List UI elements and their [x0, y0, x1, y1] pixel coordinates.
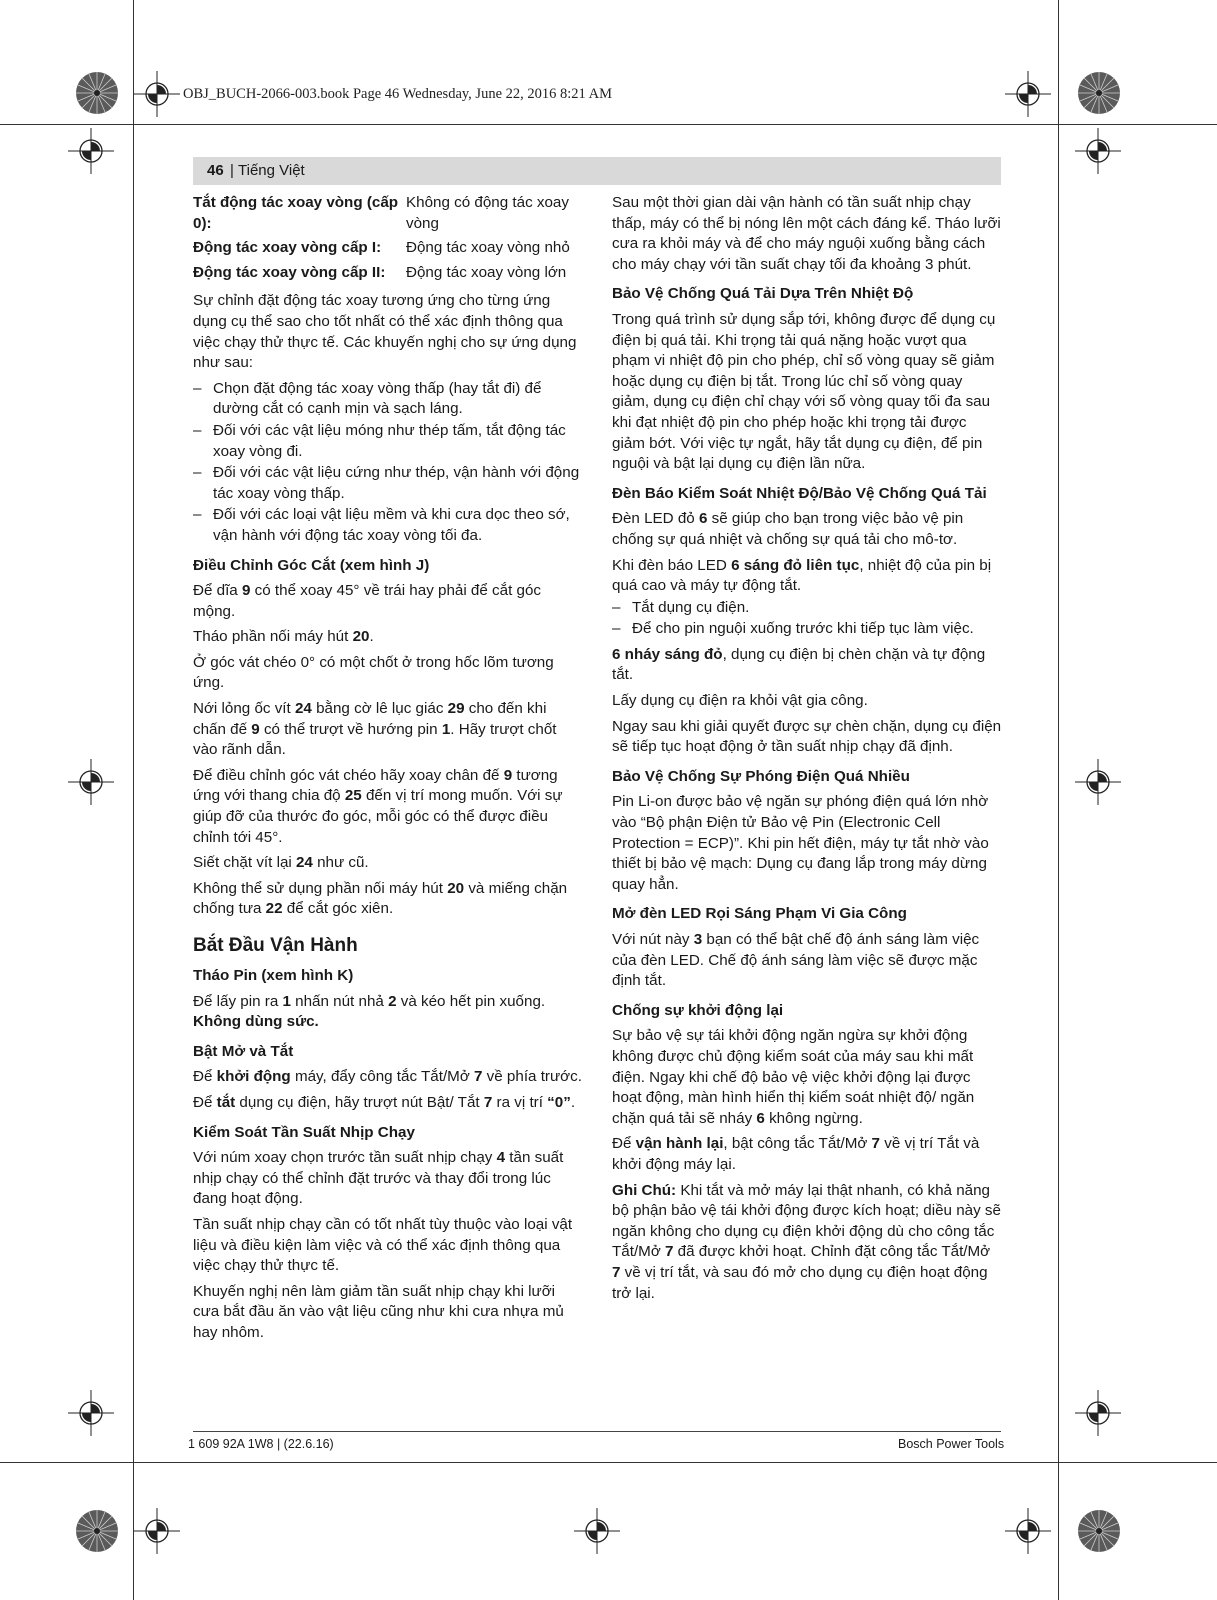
trim-line-right [1058, 0, 1059, 1600]
footer-rule [193, 1431, 1001, 1432]
registration-mark-icon [1005, 71, 1051, 117]
table-key: Động tác xoay vòng cấp II: [193, 263, 386, 281]
page-header-band [193, 157, 1001, 185]
registration-mark-icon [1075, 759, 1121, 805]
paragraph: Để khởi động máy, đẩy công tắc Tắt/Mở 7 về phía trước. [193, 1068, 582, 1086]
paragraph: Tháo phần nối máy hút 20. [193, 628, 374, 646]
print-header: OBJ_BUCH-2066-003.book Page 46 Wednesday, June 22, 2016 8:21 AM [183, 86, 612, 102]
heading-remove-battery: Tháo Pin (xem hình K) [193, 967, 354, 984]
paragraph: Để điều chỉnh góc vát chéo hãy xoay chân đế 9 tương ứng với thang chia độ 25 đến vị trí mong muốn. Với sự giúp đỡ của thước đo góc, mỗi góc có thể được điều chỉnh tới 45°. [193, 766, 563, 846]
heading-temperature-protection: Bảo Vệ Chống Quá Tải Dựa Trên Nhiệt Độ [612, 285, 914, 303]
rosette-target-icon [74, 1508, 120, 1554]
trim-line-bottom [0, 1462, 1217, 1463]
table-value: Không có động tác xoay vòng [406, 194, 569, 232]
rosette-target-icon [1076, 70, 1122, 116]
paragraph: Ở góc vát chéo 0° có một chốt ở trong hốc lõm tương ứng. [193, 653, 554, 692]
paragraph: Ngay sau khi giải quyết được sự chèn chặn, dụng cụ điện sẽ tiếp tục hoạt động ở tần suất nhịp chạy đã định. [612, 717, 1002, 756]
list-item: – Tắt dụng cụ điện. [612, 598, 750, 616]
oscillation-table [193, 193, 583, 287]
paragraph: Trong quá trình sử dụng sắp tới, không được để dụng cụ điện bị quá tải. Khi trọng tải quá nặng hoặc vượt qua phạm vi nhiệt độ pin cho phép, chỉ số vòng quay sẽ giảm hoặc dụng cụ điện bị tắt. Trong lúc chỉ số vòng quay giảm, dụng cụ điện chỉ chạy với số vòng quay tối đa sau khi đạt nhiệt độ pin cho phép hoặc khi trọng tải được giảm bớt. Với việc tự ngắt, hãy tắt dụng cụ điện, để pin nguội và bật lại dụng cụ điện lần nữa. [612, 310, 996, 473]
registration-mark-icon [134, 71, 180, 117]
paragraph: Để vận hành lại, bật công tắc Tắt/Mở 7 về vị trí Tắt và khởi động máy lại. [612, 1135, 980, 1173]
header-separator: | [230, 162, 234, 179]
paragraph: Đèn LED đỏ 6 sẽ giúp cho bạn trong việc bảo vệ pin chống sự quá nhiệt và chống sự quá tải cho mô-tơ. [612, 510, 964, 548]
paragraph: Nới lỏng ốc vít 24 bằng cờ lê lục giác 29 cho đến khi chấn đế 9 có thể trượt về hướng pin 1. Hãy trượt chốt vào rãnh dẫn. [193, 700, 557, 759]
registration-mark-icon [574, 1508, 620, 1554]
heading-led-indicator: Đèn Báo Kiểm Soát Nhiệt Độ/Bảo Vệ Chống Quá Tải [612, 484, 987, 502]
heading-on-off: Bật Mở và Tắt [193, 1042, 294, 1060]
paragraph: Khuyến nghị nên làm giảm tần suất nhịp chạy khi lưỡi cưa bắt đầu ăn vào vật liệu cũng như khi cưa nhựa mủ hay nhôm. [193, 1282, 564, 1341]
heading-work-light: Mở đèn LED Rọi Sáng Phạm Vi Gia Công [612, 905, 907, 923]
registration-mark-icon [68, 759, 114, 805]
paragraph: Sau một thời gian dài vận hành có tần suất nhịp chạy thấp, máy có thể bị nóng lên một cách đáng kể. Tháo lưỡi cưa ra khỏi máy và để cho máy nguội xuống bằng cách cho máy chạy với tần suất chạy tối đa khoảng 3 phút. [612, 194, 1001, 273]
list-item: – Đối với các vật liệu cứng như thép, vận hành với động tác xoay vòng thấp. [193, 464, 580, 502]
trim-line-left [133, 0, 134, 1600]
heading-discharge-protection: Bảo Vệ Chống Sự Phóng Điện Quá Nhiều [612, 767, 910, 785]
paragraph: Không thể sử dụng phần nối máy hút 20 và miếng chặn chống tưa 22 để cắt góc xiên. [193, 879, 568, 918]
list-item: – Để cho pin nguội xuống trước khi tiếp tục làm việc. [612, 620, 974, 638]
paragraph: Sự bảo vệ sự tái khởi động ngăn ngừa sự khởi động không được chủ động kiểm soát của máy sau khi mất điện. Ngay khi chế độ bảo vệ việc khởi động lại được hoạt động, màn hình hiển thị kiểm soát nhiệt độ/ ngăn chặn quá tải sẽ nháy 6 không ngừng. [612, 1027, 975, 1127]
list-item: – Chọn đặt động tác xoay vòng thấp (hay tắt đi) để dường cắt có cạnh mịn và sạch láng. [193, 379, 542, 418]
note-paragraph: Ghi Chú: Khi tắt và mở máy lại thật nhanh, có khả năng bộ phận bảo vệ tái khởi động được kích hoạt; diều này sẽ ngăn không cho dụng cụ điện khởi động dù cho công tắc Tắt/Mở 7 đã được khởi hoạt. Chỉnh đặt công tắc Tắt/Mở 7 về vị trí tắt, và sau đó mở cho dụng cụ điện hoạt động trở lại. [612, 1181, 1001, 1302]
paragraph: Để lấy pin ra 1 nhấn nút nhả 2 và kéo hết pin xuống. Không dùng sức. [193, 992, 546, 1031]
list-item: – Đối với các loại vật liệu mềm và khi cưa dọc theo sớ, vận hành với động tác xoay vòng tối đa. [193, 506, 570, 544]
table-value: Động tác xoay vòng nhỏ [406, 239, 570, 257]
registration-mark-icon [68, 128, 114, 174]
registration-mark-icon [1075, 1390, 1121, 1436]
paragraph: Với núm xoay chọn trước tần suất nhịp chạy 4 tần suất nhịp chạy có thể chỉnh đặt trước và thay đổi trong lúc đang hoạt động. [193, 1149, 564, 1208]
rosette-target-icon [74, 70, 120, 116]
paragraph: Để dĩa 9 có thể xoay 45° về trái hay phải để cắt góc mộng. [193, 582, 542, 620]
paragraph: 6 nháy sáng đỏ, dụng cụ điện bị chèn chặn và tự động tắt. [612, 645, 986, 684]
paragraph: Để tắt dụng cụ điện, hãy trượt nút Bật/ Tắt 7 ra vị trí “0”. [193, 1093, 576, 1111]
table-key: Tắt động tác xoay vòng (cấp 0): [193, 194, 399, 232]
heading-start-operation: Bắt Đầu Vận Hành [193, 935, 358, 956]
rosette-target-icon [1076, 1508, 1122, 1554]
paragraph: Khi đèn báo LED 6 sáng đỏ liên tục, nhiệt độ của pin bị quá cao và máy tự động tắt. [612, 556, 992, 595]
table-key: Động tác xoay vòng cấp I: [193, 239, 382, 257]
registration-mark-icon [1075, 128, 1121, 174]
paragraph: Tần suất nhịp chạy cần có tốt nhất tùy thuộc vào loại vật liệu và điều kiện làm việc và có thể xác định thông qua việc chạy thử thực tế. [193, 1215, 573, 1275]
footer-brand: Bosch Power Tools [898, 1437, 1005, 1451]
heading-cut-angle: Điều Chỉnh Góc Cắt (xem hình J) [193, 556, 430, 574]
page-number: 46 [207, 162, 224, 179]
list-item: – Đối với các vật liệu móng như thép tấm, tắt động tác xoay vòng đi. [193, 421, 566, 460]
registration-mark-icon [134, 1508, 180, 1554]
trim-line-top [0, 124, 1217, 125]
right-column [612, 193, 1002, 1309]
paragraph: Lấy dụng cụ điện ra khỏi vật gia công. [612, 692, 868, 710]
registration-mark-icon [1005, 1508, 1051, 1554]
registration-mark-icon [68, 1390, 114, 1436]
paragraph: Siết chặt vít lại 24 như cũ. [193, 854, 369, 872]
section-language: Tiếng Việt [238, 162, 305, 179]
table-value: Động tác xoay vòng lớn [406, 263, 567, 281]
intro-paragraph: Sự chỉnh đặt động tác xoay tương ứng cho từng ứng dụng cụ thể sao cho tốt nhất có thể xác định thông qua việc chạy thử thực tế. Các khuyến nghị cho sự ứng dụng như sau: [193, 292, 577, 372]
footer-document-code: 1 609 92A 1W8 | (22.6.16) [188, 1437, 334, 1451]
paragraph: Với nút này 3 bạn có thể bật chế độ ánh sáng làm việc của đèn LED. Chế độ ánh sáng làm việc sẽ được mặc định tắt. [612, 931, 980, 990]
heading-restart-protection: Chống sự khởi động lại [612, 1001, 784, 1019]
paragraph: Pin Li-on được bảo vệ ngăn sự phóng điện quá lớn nhờ vào “Bộ phận Điện tử Bảo vệ Pin (Electronic Cell Protection = ECP)”. Khi pin hết điện, máy tự tắt nhờ vào thiết bị bảo vệ mạch: Dụng cụ đang lắp trong máy dừng quay hẳn. [612, 793, 989, 893]
heading-stroke-rate: Kiểm Soát Tần Suất Nhịp Chạy [193, 1123, 415, 1141]
left-column [193, 193, 583, 1349]
